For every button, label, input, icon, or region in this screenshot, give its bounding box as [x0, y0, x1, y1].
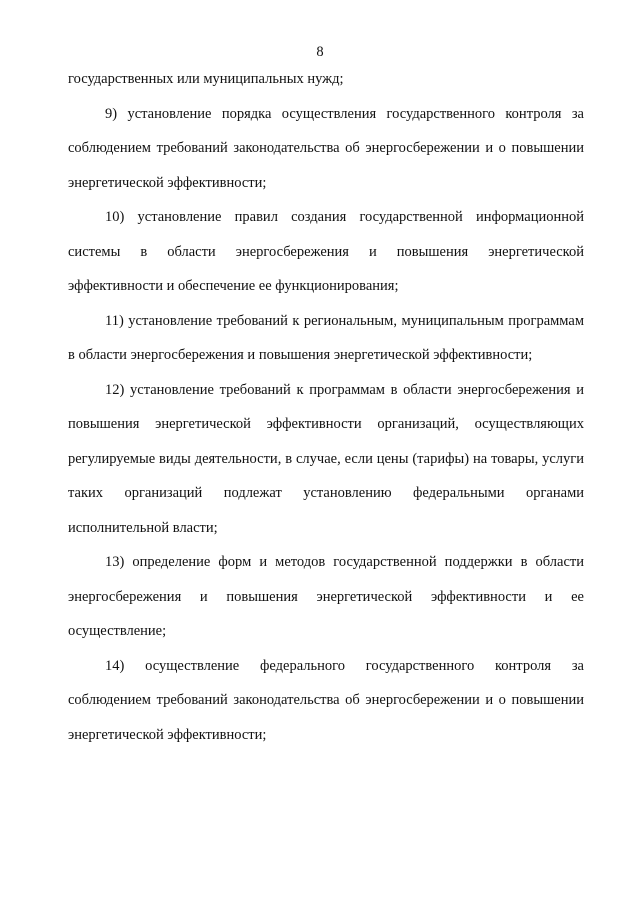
paragraph-item-10: 10) установление правил создания государственной информационной системы в области энергосбережения и повышения энергетической эффективности и обеспечение ее функционирования; — [68, 209, 584, 294]
paragraph-item-9: 9) установление порядка осуществления государственного контроля за соблюдением требований законодательства об энергосбережении и о повышении энергетической эффективности; — [68, 105, 584, 191]
paragraph-item-12: 12) установление требований к программам в области энергосбережения и повышения энергетической эффективности организаций, осуществляющих регулируемые виды деятельности, в случае, если цены (тарифы) на товары, услуги таких организаций подлежат установлению федеральными органами исполнительной власти; — [68, 381, 584, 536]
paragraph-item-13: 13) определение форм и методов государственной поддержки в области энергосбережения и повышения энергетической эффективности и ее осуществление; — [68, 554, 584, 639]
paragraph-item-14: 14) осуществление федерального государственного контроля за соблюдением требований законодательства об энергосбережении и о повышении энергетической эффективности; — [68, 657, 584, 743]
paragraph-continuation: государственных или муниципальных нужд; — [68, 71, 344, 87]
page-number: 8 — [316, 44, 324, 60]
document-body — [68, 62, 584, 752]
paragraph-item-11: 11) установление требований к региональным, муниципальным программам в области энергосбережения и повышения энергетической эффективности; — [68, 312, 584, 363]
